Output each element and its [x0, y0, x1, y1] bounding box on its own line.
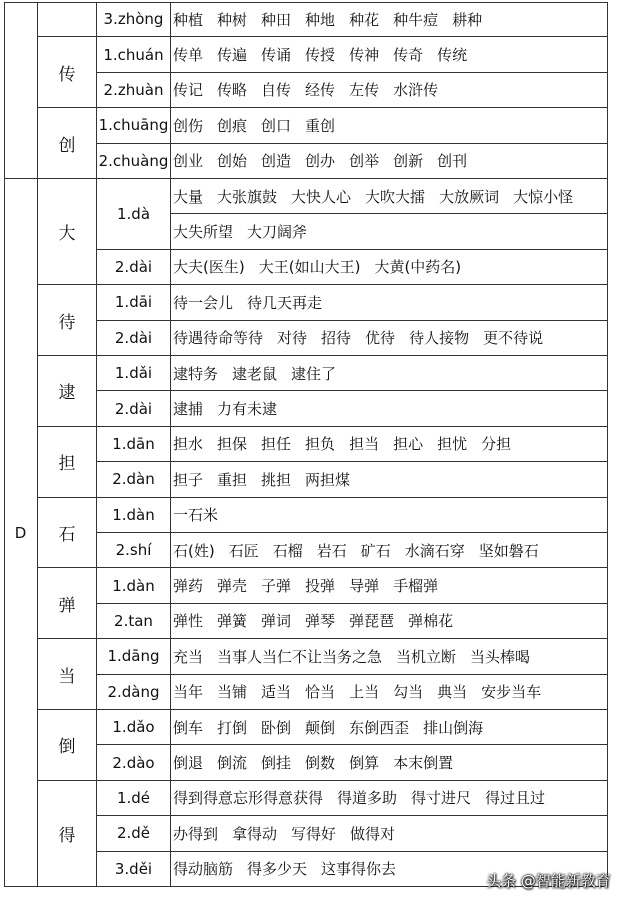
- word: 石榴: [272, 541, 303, 560]
- word: 坚如磐石: [478, 541, 539, 560]
- word: 担负: [305, 435, 336, 454]
- words-line: [171, 710, 608, 745]
- word: 拿得动: [232, 824, 278, 843]
- word: 弹词: [261, 612, 292, 631]
- word: 卧倒: [261, 718, 292, 737]
- word: 大张旗鼓: [217, 187, 278, 206]
- pinyin-cell: 1.chuán: [97, 37, 171, 72]
- word: 大惊小怪: [513, 187, 574, 206]
- char-cell: 石: [38, 498, 97, 569]
- word: 经传: [305, 81, 336, 100]
- pinyin-cell: 2.dài: [97, 391, 171, 426]
- word: 力有未逮: [217, 400, 278, 419]
- word: 待几天再走: [247, 293, 323, 312]
- pinyin-cell: 2.dàng: [97, 675, 171, 710]
- word: 得动脑筋: [173, 860, 234, 879]
- word: 岩石: [316, 541, 347, 560]
- word: 分担: [481, 435, 512, 454]
- words-line: [171, 108, 608, 143]
- letter-cell: [4, 2, 38, 179]
- word: 对待: [277, 329, 308, 348]
- word: 挑担: [261, 470, 292, 489]
- word: 担水: [173, 435, 204, 454]
- word: 传略: [217, 81, 248, 100]
- words-line: [171, 533, 608, 568]
- char-cell: 得: [38, 781, 97, 887]
- words-line: [171, 356, 608, 391]
- word: 创造: [261, 152, 292, 171]
- word: 做得对: [350, 824, 396, 843]
- pinyin-cell: 1.dàn: [97, 498, 171, 533]
- word: 担保: [217, 435, 248, 454]
- pinyin-cell: 1.chuāng: [97, 108, 171, 143]
- pinyin-cell: 2.dài: [97, 321, 171, 356]
- word: 得道多助: [337, 789, 398, 808]
- words-line: [171, 816, 608, 851]
- word: 本末倒置: [393, 754, 454, 773]
- word: 创办: [305, 152, 336, 171]
- word: 种树: [217, 10, 248, 29]
- words-line: [171, 639, 608, 674]
- word: 弹琴: [305, 612, 336, 631]
- words-line: [171, 604, 608, 639]
- word: 得过且过: [485, 789, 546, 808]
- word: 大吹大擂: [365, 187, 426, 206]
- pinyin-cell: 1.dāi: [97, 285, 171, 320]
- words-line: [171, 745, 608, 780]
- watermark: 头条 @智能新教育: [486, 872, 611, 890]
- polyphone-table: [4, 2, 608, 887]
- word: 弹药: [173, 577, 204, 596]
- words-line: [171, 462, 608, 497]
- word: 重担: [217, 470, 248, 489]
- pinyin-cell: 2.dàn: [97, 462, 171, 497]
- word: 弹琵琶: [349, 612, 395, 631]
- word: 水浒传: [393, 81, 439, 100]
- word: 自传: [261, 81, 292, 100]
- word: 弹性: [173, 612, 204, 631]
- word: 待人接物: [409, 329, 470, 348]
- word: 创举: [349, 152, 380, 171]
- words-line: [171, 37, 608, 72]
- word: 创伤: [173, 116, 204, 135]
- char-cell: 逮: [38, 356, 97, 427]
- pinyin-cell: 1.dāng: [97, 639, 171, 674]
- word: 倒退: [173, 754, 204, 773]
- word: 担忧: [437, 435, 468, 454]
- word: 恰当: [305, 683, 336, 702]
- word: 逮特务: [173, 364, 219, 383]
- pinyin-cell: 2.chuàng: [97, 144, 171, 179]
- words-line: [171, 427, 608, 462]
- word: 当年: [173, 683, 204, 702]
- word: 大夫(医生): [173, 258, 245, 277]
- word: 大放厥词: [439, 187, 500, 206]
- word: 逮住了: [291, 364, 337, 383]
- pinyin-cell: 1.dàn: [97, 568, 171, 603]
- words-line: [171, 391, 608, 426]
- char-cell: 待: [38, 285, 97, 356]
- word: 弹壳: [217, 577, 248, 596]
- word: 逮捕: [173, 400, 204, 419]
- pinyin-cell: 2.dài: [97, 250, 171, 285]
- word: 写得好: [291, 824, 337, 843]
- word: 优待: [365, 329, 396, 348]
- char-cell: [38, 2, 97, 37]
- word: 种地: [305, 10, 336, 29]
- word: 打倒: [217, 718, 248, 737]
- word: 创始: [217, 152, 248, 171]
- char-cell: 弹: [38, 568, 97, 639]
- word: 传诵: [261, 46, 292, 65]
- pinyin-cell: 1.dà: [97, 179, 171, 250]
- word: 投弹: [305, 577, 336, 596]
- word: 种牛痘: [393, 10, 439, 29]
- word: 倒流: [217, 754, 248, 773]
- words-line: [171, 321, 608, 356]
- pinyin-cell: 1.dé: [97, 781, 171, 816]
- word: 石匠: [228, 541, 259, 560]
- word: 导弹: [349, 577, 380, 596]
- words-line: [171, 498, 608, 533]
- word: 子弹: [261, 577, 292, 596]
- words-line: [171, 675, 608, 710]
- word: 种植: [173, 10, 204, 29]
- word: 传授: [305, 46, 336, 65]
- word: 更不待说: [483, 329, 544, 348]
- words-line: [171, 179, 608, 214]
- word: 办得到: [173, 824, 219, 843]
- word: 倒车: [173, 718, 204, 737]
- word: 矿石: [360, 541, 391, 560]
- word: 创口: [261, 116, 292, 135]
- pinyin-cell: 2.shí: [97, 533, 171, 568]
- words-line: [171, 144, 608, 179]
- word: 传统: [437, 46, 468, 65]
- word: 两担煤: [305, 470, 351, 489]
- word: 传单: [173, 46, 204, 65]
- word: 创刊: [437, 152, 468, 171]
- word: 左传: [349, 81, 380, 100]
- word: 大黄(中药名): [374, 258, 462, 277]
- word: 倒算: [349, 754, 380, 773]
- word: 创业: [173, 152, 204, 171]
- pinyin-cell: 3.zhòng: [97, 2, 171, 37]
- word: 手榴弹: [393, 577, 439, 596]
- word: 待一会儿: [173, 293, 234, 312]
- word: 颠倒: [305, 718, 336, 737]
- word: 倒挂: [261, 754, 292, 773]
- word: 招待: [321, 329, 352, 348]
- word: 担任: [261, 435, 292, 454]
- word: 创新: [393, 152, 424, 171]
- word: 传记: [173, 81, 204, 100]
- word: 弹簧: [217, 612, 248, 631]
- word: 石(姓): [173, 541, 215, 560]
- char-cell: 传: [38, 37, 97, 108]
- word: 典当: [437, 683, 468, 702]
- word: 当铺: [217, 683, 248, 702]
- word: 传遍: [217, 46, 248, 65]
- pinyin-cell: 2.dào: [97, 745, 171, 780]
- word: 排山倒海: [423, 718, 484, 737]
- word: 担心: [393, 435, 424, 454]
- char-cell: 大: [38, 179, 97, 285]
- word: 得到得意忘形得意获得: [173, 789, 324, 808]
- word: 逮老鼠: [232, 364, 278, 383]
- words-line: [171, 568, 608, 603]
- letter-cell: D: [4, 179, 38, 887]
- word: 大失所望: [173, 223, 234, 242]
- words-line: [171, 214, 608, 249]
- word: 上当: [349, 683, 380, 702]
- word: 当机立断: [396, 647, 457, 666]
- pinyin-cell: 2.zhuàn: [97, 73, 171, 108]
- word: 大刀阔斧: [247, 223, 308, 242]
- word: 种田: [261, 10, 292, 29]
- word: 当事人当仁不让当务之急: [217, 647, 383, 666]
- word: 传奇: [393, 46, 424, 65]
- word: 大量: [173, 187, 204, 206]
- word: 弹棉花: [408, 612, 454, 631]
- word: 大快人心: [291, 187, 352, 206]
- word: 当头棒喝: [470, 647, 531, 666]
- char-cell: 创: [38, 108, 97, 179]
- word: 创痕: [217, 116, 248, 135]
- pinyin-cell: 3.děi: [97, 852, 171, 887]
- word: 勾当: [393, 683, 424, 702]
- char-cell: 倒: [38, 710, 97, 781]
- word: 充当: [173, 647, 204, 666]
- word: 得寸进尺: [411, 789, 472, 808]
- pinyin-cell: 1.dǎo: [97, 710, 171, 745]
- word: 耕种: [452, 10, 483, 29]
- pinyin-cell: 2.tan: [97, 604, 171, 639]
- word: 一石米: [173, 506, 219, 525]
- words-line: [171, 250, 608, 285]
- word: 这事得你去: [321, 860, 397, 879]
- char-cell: 当: [38, 639, 97, 710]
- char-cell: 担: [38, 427, 97, 498]
- words-line: [171, 73, 608, 108]
- word: 大王(如山大王): [258, 258, 361, 277]
- pinyin-cell: 1.dān: [97, 427, 171, 462]
- word: 种花: [349, 10, 380, 29]
- word: 适当: [261, 683, 292, 702]
- pinyin-cell: 1.dǎi: [97, 356, 171, 391]
- word: 重创: [305, 116, 336, 135]
- word: 待遇待命等待: [173, 329, 264, 348]
- pinyin-cell: 2.dě: [97, 816, 171, 851]
- word: 得多少天: [247, 860, 308, 879]
- word: 东倒西歪: [349, 718, 410, 737]
- word: 安步当车: [481, 683, 542, 702]
- word: 担子: [173, 470, 204, 489]
- words-line: [171, 285, 608, 320]
- words-line: [171, 781, 608, 816]
- word: 传神: [349, 46, 380, 65]
- word: 水滴石穿: [404, 541, 465, 560]
- word: 担当: [349, 435, 380, 454]
- words-line: [171, 2, 608, 37]
- word: 倒数: [305, 754, 336, 773]
